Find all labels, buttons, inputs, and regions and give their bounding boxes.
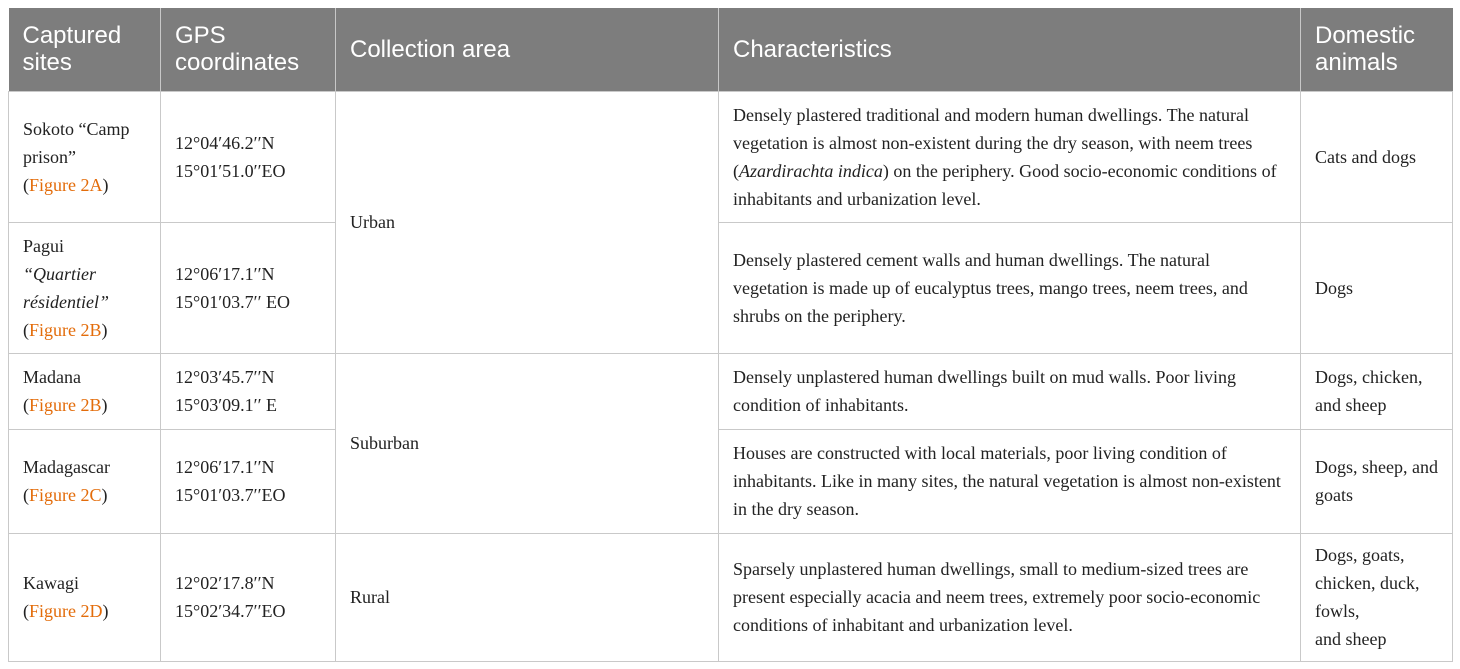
characteristics-cell: Houses are constructed with local materials, poor living condition of inhabitants. Like in many sites, the natural vegetation is almost non-existent in the dry season. xyxy=(719,429,1301,533)
gps-cell xyxy=(161,91,336,222)
site-name: Kawagi xyxy=(23,573,79,593)
gps-lon: 15°01′51.0′′EO xyxy=(175,160,286,181)
gps-cell xyxy=(161,429,336,533)
figure-ref: (Figure 2A) xyxy=(23,174,109,195)
site-name: Madana xyxy=(23,367,81,387)
figure-link[interactable]: Figure 2A xyxy=(29,174,103,195)
figure-ref: (Figure 2B) xyxy=(23,319,108,340)
site-cell xyxy=(9,429,161,533)
gps-lon: 15°01′03.7′′EO xyxy=(175,485,286,505)
header-captured-sites: Captured sites xyxy=(9,8,161,91)
area-cell: Rural xyxy=(336,533,719,661)
animal-line: and sheep xyxy=(1315,629,1387,649)
header-characteristics: Characteristics xyxy=(719,8,1301,91)
gps-lon: 15°01′03.7′′ EO xyxy=(175,291,291,312)
gps-lon: 15°03′09.1′′ E xyxy=(175,395,278,415)
gps-lon: 15°02′34.7′′EO xyxy=(175,601,286,621)
figure-ref: (Figure 2C) xyxy=(23,485,108,505)
gps-lat: 12°06′17.1′′N xyxy=(175,263,275,284)
species-name: Azardirachta indica xyxy=(739,160,883,181)
animals-cell: Dogs xyxy=(1301,222,1453,353)
site-name: résidentiel” xyxy=(23,291,109,312)
animals-cell: Cats and dogs xyxy=(1301,91,1453,222)
header-gps-coordinates: GPS coordinates xyxy=(161,8,336,91)
gps-cell xyxy=(161,222,336,353)
gps-lat: 12°02′17.8′′N xyxy=(175,573,275,593)
site-cell xyxy=(9,91,161,222)
site-name: “Quartier xyxy=(23,263,97,284)
characteristics-text: ) on the periphery. Good socio-economic conditions of inhabitants and urbanization level. xyxy=(733,160,1277,209)
gps-cell xyxy=(161,533,336,661)
site-cell xyxy=(9,533,161,661)
figure-link[interactable]: Figure 2B xyxy=(29,319,102,340)
header-row xyxy=(9,8,1453,91)
table-row xyxy=(9,429,1453,533)
gps-lat: 12°04′46.2′′N xyxy=(175,132,275,153)
figure-ref: (Figure 2D) xyxy=(23,601,109,621)
animals-cell: Dogs, chicken, and sheep xyxy=(1301,353,1453,429)
animals-cell xyxy=(1301,533,1453,661)
area-cell: Suburban xyxy=(336,353,719,533)
table-row xyxy=(9,533,1453,661)
gps-lat: 12°03′45.7′′N xyxy=(175,367,275,387)
sites-table xyxy=(8,8,1453,662)
site-cell xyxy=(9,353,161,429)
animal-line: chicken, duck, xyxy=(1315,573,1420,593)
figure-link[interactable]: Figure 2B xyxy=(29,395,102,415)
header-collection-area: Collection area xyxy=(336,8,719,91)
animal-line: Dogs, goats, xyxy=(1315,545,1405,565)
characteristics-cell: Densely plastered cement walls and human dwellings. The natural vegetation is made up of eucalyptus trees, mango trees, neem trees, and shrubs on the periphery. xyxy=(719,222,1301,353)
animals-cell: Dogs, sheep, and goats xyxy=(1301,429,1453,533)
table-row xyxy=(9,222,1453,353)
area-cell: Urban xyxy=(336,91,719,353)
gps-lat: 12°06′17.1′′N xyxy=(175,457,275,477)
header-domestic-animals: Domestic animals xyxy=(1301,8,1453,91)
site-name: prison” xyxy=(23,146,76,167)
site-name: Madagascar xyxy=(23,457,110,477)
table-row xyxy=(9,91,1453,222)
characteristics-cell: Densely unplastered human dwellings built on mud walls. Poor living condition of inhabitants. xyxy=(719,353,1301,429)
characteristics-text: Densely plastered traditional and modern human dwellings. The natural vegetation is almost non-existent during the dry season, with neem trees ( xyxy=(733,104,1253,181)
animal-line: fowls, xyxy=(1315,601,1360,621)
site-name: Sokoto “Camp xyxy=(23,118,130,139)
gps-cell xyxy=(161,353,336,429)
characteristics-cell xyxy=(719,91,1301,222)
figure-link[interactable]: Figure 2C xyxy=(29,485,102,505)
site-cell xyxy=(9,222,161,353)
characteristics-cell: Sparsely unplastered human dwellings, small to medium-sized trees are present especially acacia and neem trees, extremely poor socio-economic conditions of inhabitant and urbanization level. xyxy=(719,533,1301,661)
figure-link[interactable]: Figure 2D xyxy=(29,601,103,621)
site-name: Pagui xyxy=(23,235,65,256)
figure-ref: (Figure 2B) xyxy=(23,395,108,415)
table-row xyxy=(9,353,1453,429)
